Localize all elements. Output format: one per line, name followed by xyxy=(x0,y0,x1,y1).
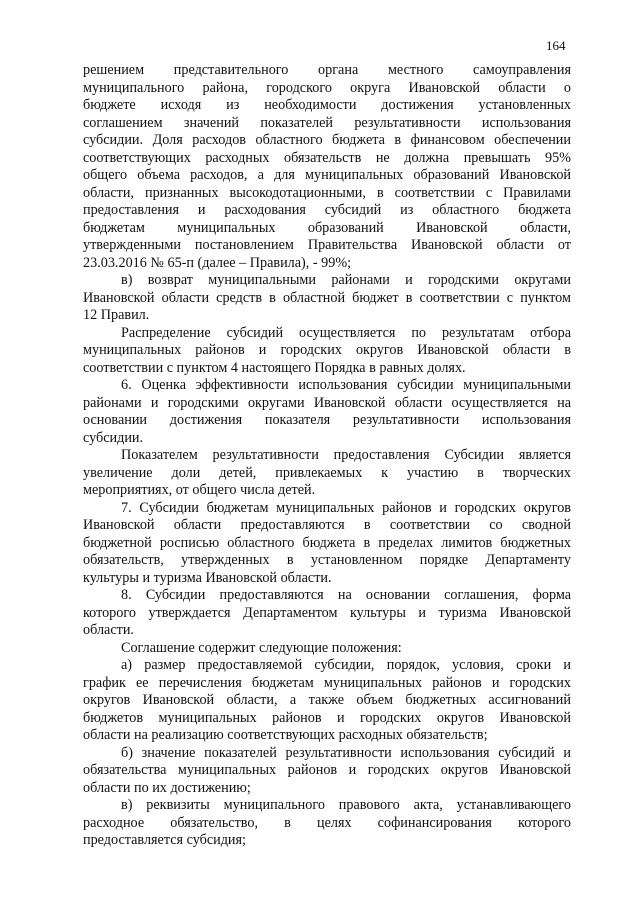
text-line: в) возврат муниципальными районами и городскими округами xyxy=(121,272,571,288)
text-line: график ее перечисления бюджетам муниципальных районов и городских xyxy=(83,674,571,691)
text-line: соответствии с пунктом 4 настоящего Порядка в равных долях. xyxy=(83,359,466,376)
text-line: 7. Субсидии бюджетам муниципальных районов и городских округов xyxy=(121,499,571,516)
text-line: обязательств, утвержденных в установленном порядке Департаменту xyxy=(83,552,571,568)
text-line: предоставления и расходования субсидий из областного бюджета xyxy=(83,202,571,218)
text-line: мероприятиях, от общего числа детей. xyxy=(83,482,316,498)
text-line: 8. Субсидии предоставляются на основании соглашения, форма xyxy=(121,587,571,603)
text-line: округов Ивановской области, а также объем бюджетных ассигнований xyxy=(83,692,571,708)
text-line: б) значение показателей результативности использования субсидий и xyxy=(121,744,571,761)
text-line: расходное обязательство, в целях софинансирования которого xyxy=(83,814,571,831)
text-line: бюджетной росписью областного бюджета в пределах лимитов бюджетных xyxy=(83,534,571,551)
text-line: обязательства муниципальных районов и городских округов Ивановской xyxy=(83,762,571,778)
text-line: области на реализацию соответствующих расходных обязательств; xyxy=(83,727,488,743)
text-line: 23.03.2016 № 65-п (далее – Правила), - 99%; xyxy=(83,254,352,271)
text-line: бюджетам муниципальных образований Ивановской области, xyxy=(83,219,571,236)
text-line: районами и городскими округами Ивановской области осуществляется на xyxy=(83,394,571,411)
text-line: Распределение субсидий осуществляется по результатам отбора xyxy=(121,324,571,341)
text-line: в) реквизиты муниципального правового акта, устанавливающего xyxy=(121,797,571,813)
text-line: Соглашение содержит следующие положения: xyxy=(121,639,402,656)
text-line: Ивановской области предоставляются в соответствии со сводной xyxy=(83,517,571,533)
text-line: субсидии. Доля расходов областного бюджета в финансовом обеспечении xyxy=(83,132,571,148)
text-line: бюджетов муниципальных районов и городских округов Ивановской xyxy=(83,709,571,726)
text-line: которого утверждается Департаментом культуры и туризма Ивановской xyxy=(83,604,571,621)
body-text xyxy=(83,62,571,850)
text-line: области. xyxy=(83,622,134,638)
text-line: решением представительного органа местного самоуправления xyxy=(83,62,571,78)
text-line: муниципальных районов и городских округов Ивановской области в xyxy=(83,342,571,358)
text-line: культуры и туризма Ивановской области. xyxy=(83,569,332,586)
text-line: утвержденными постановлением Правительства Ивановской области от xyxy=(83,237,571,253)
text-line: Показателем результативности предоставления Субсидии является xyxy=(121,447,571,463)
text-line: общего объема расходов, а для муниципальных образований Ивановской xyxy=(83,167,571,183)
text-line: соответствующих расходных обязательств не должна превышать 95% xyxy=(83,149,571,166)
text-line: области по их достижению; xyxy=(83,779,251,796)
text-line: 12 Правил. xyxy=(83,307,150,323)
text-line: муниципального района, городского округа Ивановской области о xyxy=(83,79,571,96)
text-line: 6. Оценка эффективности использования субсидии муниципальными xyxy=(121,377,571,393)
text-line: увеличение доли детей, привлекаемых к участию в творческих xyxy=(83,464,571,481)
text-line: основании достижения показателя результативности использования xyxy=(83,412,571,428)
text-line: субсидии. xyxy=(83,429,144,446)
text-line: соглашением значений показателей результативности использования xyxy=(83,114,571,131)
text-line: бюджете исходя из необходимости достижения установленных xyxy=(83,97,571,113)
text-line: области, признанных высокодотационными, в соответствии с Правилами xyxy=(83,184,571,201)
text-line: а) размер предоставляемой субсидии, порядок, условия, сроки и xyxy=(121,657,571,673)
text-line: предоставляется субсидия; xyxy=(83,832,246,848)
page-number: 164 xyxy=(546,38,566,53)
text-line: Ивановской области средств в областной бюджет в соответствии с пунктом xyxy=(83,289,571,306)
